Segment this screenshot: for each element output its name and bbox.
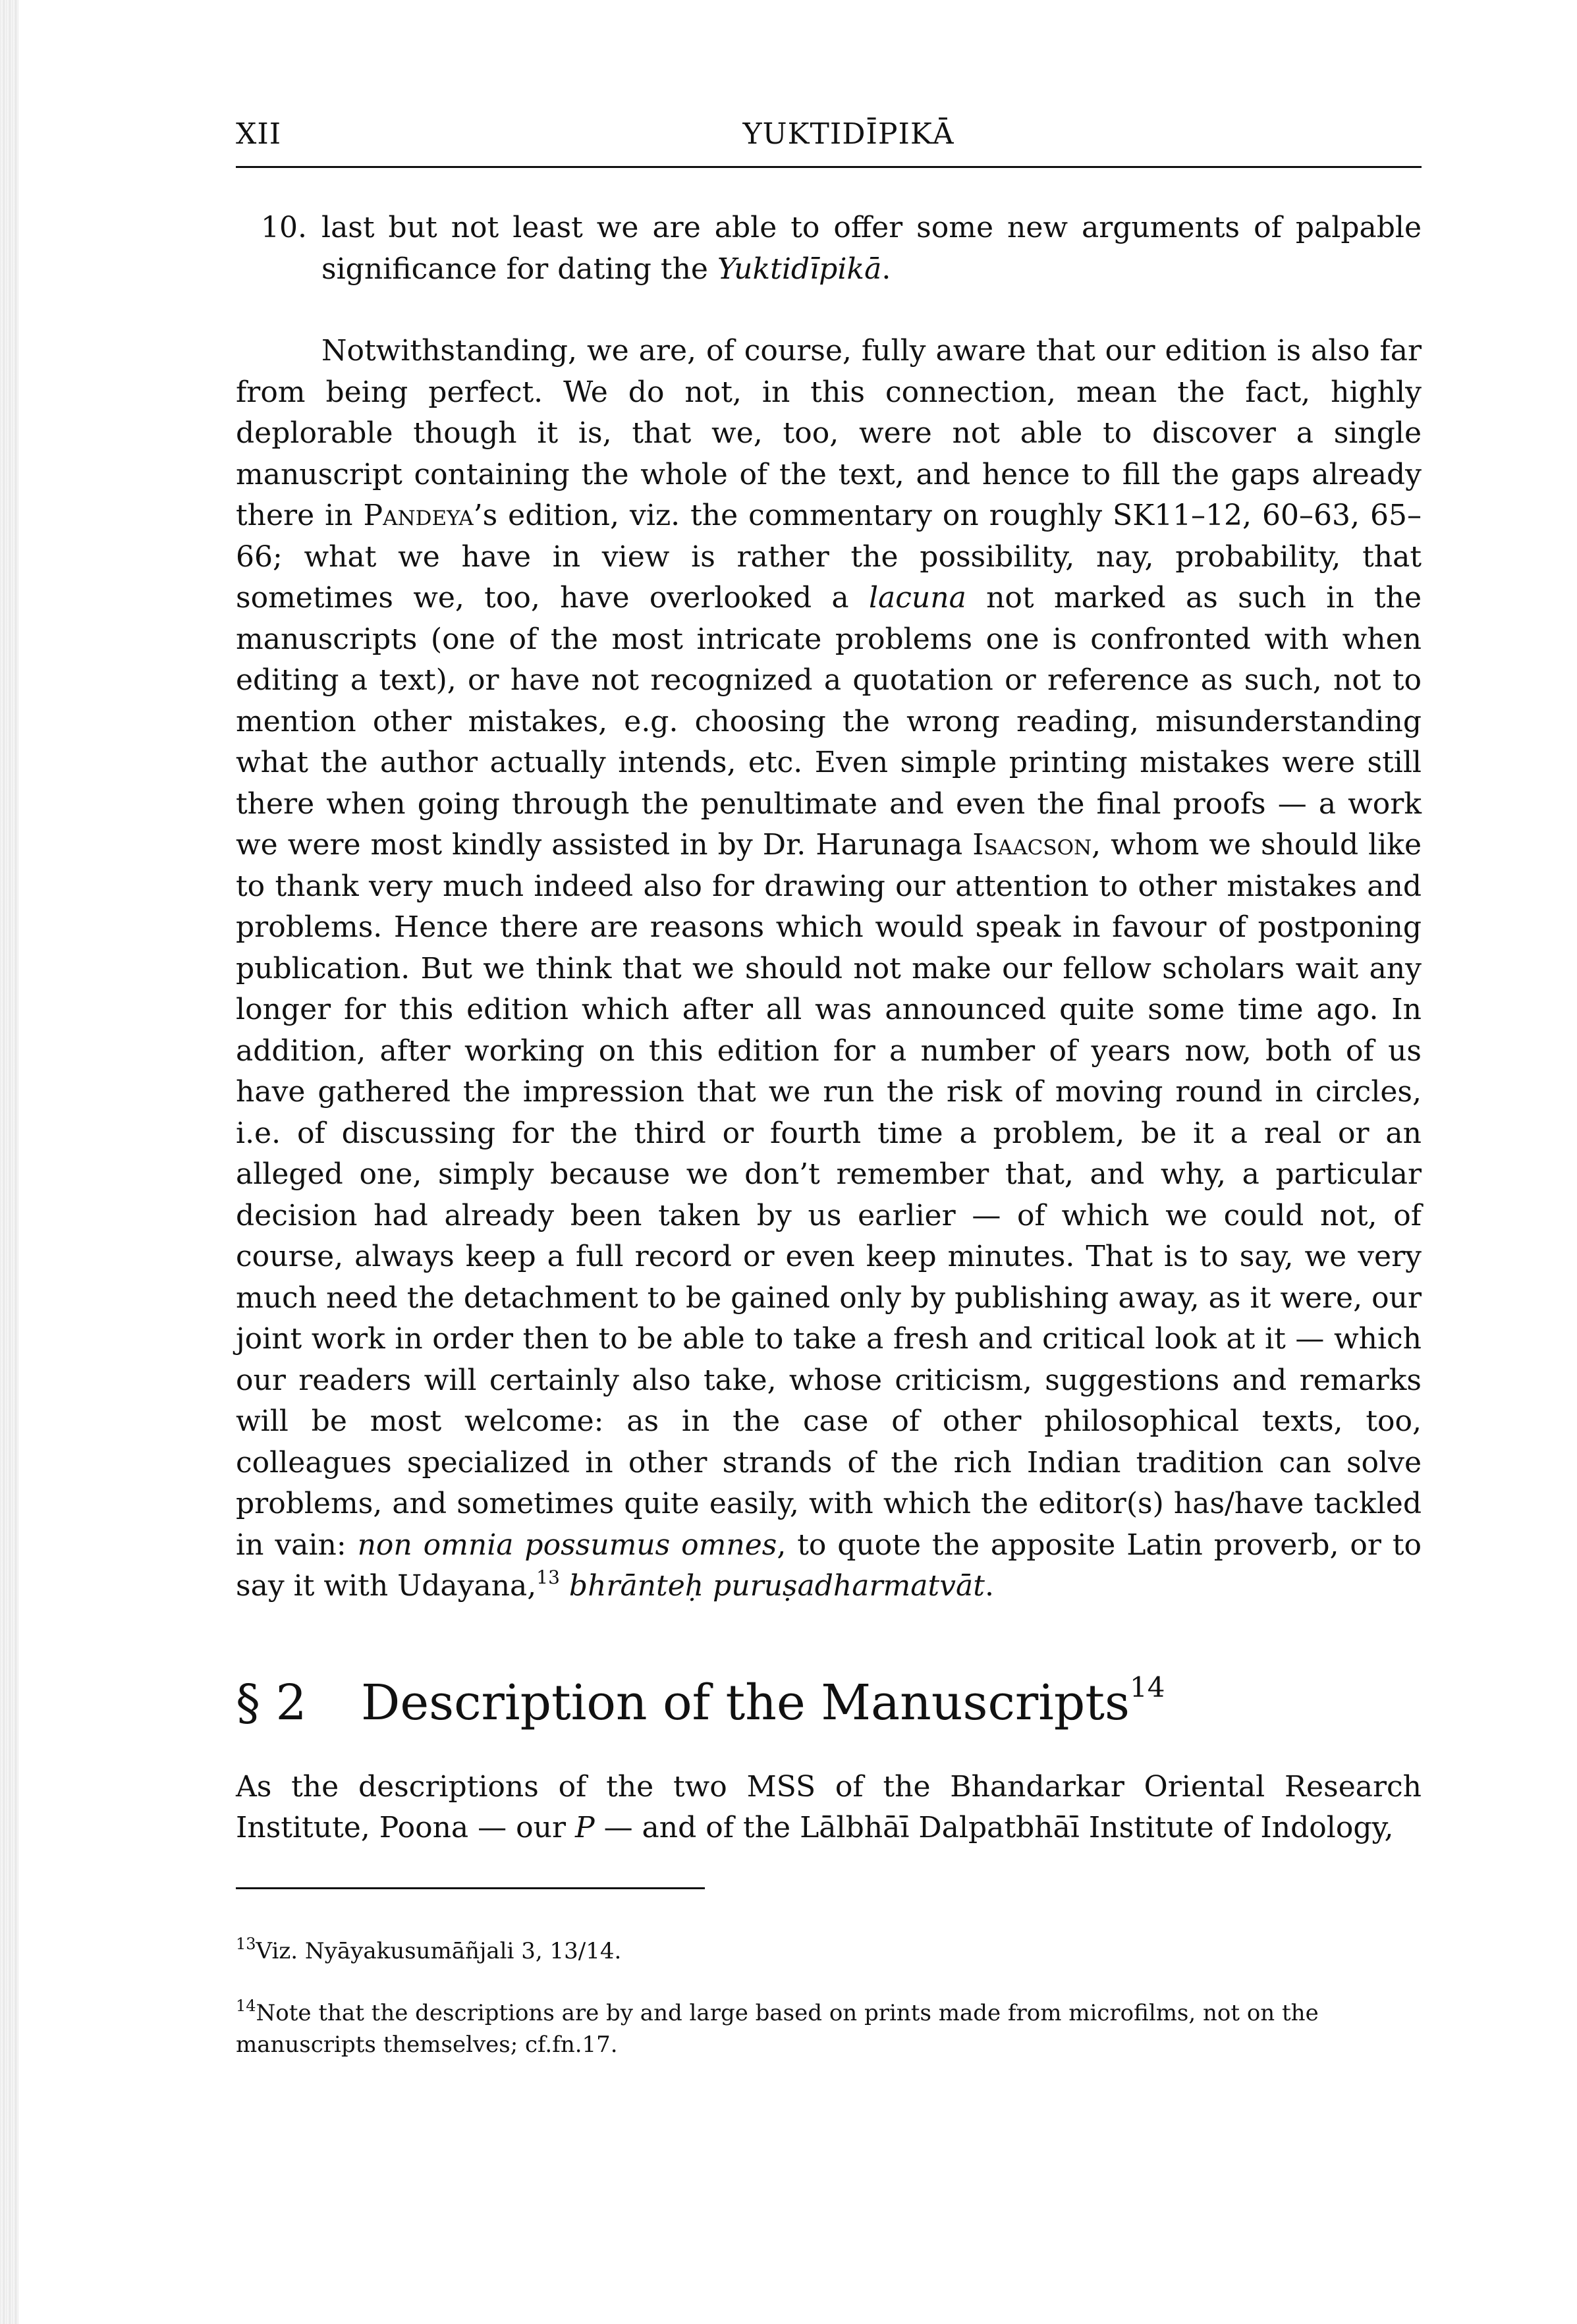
siglum-p: P xyxy=(574,1811,595,1844)
section-title xyxy=(361,1673,1165,1732)
list-item-text xyxy=(321,208,1422,290)
footnote-14 xyxy=(236,1997,1422,2061)
paragraph-descriptions xyxy=(236,1767,1422,1849)
paragraph-text: As the descriptions of the two MSS of the Bhandarkar Oriental Research Institute, Poona — our xyxy=(236,1769,1422,1844)
footnote-text: Viz. Nyāyakusumāñjali 3, 13/14. xyxy=(256,1937,622,1964)
author-name-isaacson: Isaacson xyxy=(972,828,1092,862)
paragraph-text: , whom we should like to thank very much indeed also for drawing our attention to other mistakes and problems. Hence there are reasons which would speak in favour of postponing publication. But we think that we should not make our fellow scholars wait any longer for this edition which after all was announced quite some time ago. In addition, after working on this edition for a number of years now, both of us have gathered the impression that we run the risk of moving round in circles, i.e. of discussing for the third or fourth time a problem, be it a real or an alleged one, simply because we don’t remember that, and why, a particular decision had already been taken by us earlier — of which we could not, of course, always keep a full record or even keep minutes. That is to say, we very much need the detachment to be gained only by publishing away, as it were, our joint work in order then to be able to take a fresh and critical look at it — which our readers will certainly also take, whose criticism, suggestions and remarks will be most welcome: as in the case of other philosophical texts, too, colleagues specialized in other strands of the rich Indian tradition can solve problems, and sometimes quite easily, with which the editor(s) has/have tackled in vain: xyxy=(236,828,1422,1562)
footnote-rule xyxy=(236,1887,705,1889)
paragraph-text: not marked as such in the manuscripts (one of the most intricate problems one is confronted with when editing a text), or have not recognized a quotation or reference as such, not to mention other mistakes, e.g. choosing the wrong reading, misunderstanding what the author actually intends, etc. Even simple printing mistakes were still there when going through the penultimate and even the final proofs — a work we were most kindly assisted in by Dr. Harunaga xyxy=(236,581,1422,862)
section-number: § 2 xyxy=(236,1674,307,1731)
book-title-italic: Yuktidīpikā xyxy=(717,252,882,286)
footnote-mark: 14 xyxy=(236,1996,256,2015)
section-title-text: Description of the Manuscripts xyxy=(361,1674,1130,1731)
list-item-text-part: last but not least we are able to offer some new arguments of palpable significance for dating the xyxy=(321,211,1422,286)
footnote-mark: 13 xyxy=(236,1934,256,1953)
latin-proverb: non omnia possumus omnes xyxy=(357,1528,777,1562)
page-number: XII xyxy=(236,117,282,151)
footnote-ref-13[interactable]: 13 xyxy=(536,1566,560,1588)
paragraph-text: ’s edition, viz. the commentary on roughly SK11–12, 60–63, 65–66; what we have in view is rather the possibility, nay, probability, that sometimes we, too, have overlooked a xyxy=(236,499,1422,615)
paragraph-text: . xyxy=(984,1569,994,1603)
footnotes xyxy=(236,1935,1422,2061)
paragraph-text: Notwithstanding, we are, of course, fully aware that our edition is also far from being perfect. We do not, in this connection, mean the fact, highly deplorable though it is, that we, too, were not able to discover a single manuscript containing the whole of the text, and hence to fill the gaps already there in xyxy=(236,334,1422,532)
paragraph-text: — and of the Lālbhāī Dalpatbhāī Institute of Indology, xyxy=(594,1811,1394,1844)
term-lacuna: lacuna xyxy=(868,581,966,615)
section-heading xyxy=(236,1673,1422,1732)
running-header xyxy=(236,112,1422,168)
page xyxy=(236,112,1422,2061)
footnote-ref-14[interactable]: 14 xyxy=(1130,1671,1165,1703)
paragraph-notwithstanding xyxy=(236,331,1422,1607)
footnote-13 xyxy=(236,1935,1422,1967)
list-item-number: 10. xyxy=(261,211,307,244)
scan-edge-shadow xyxy=(0,0,18,2324)
author-name-pandeya: Pandeya xyxy=(363,499,474,532)
sanskrit-quote: bhrānteḥ puruṣadharmatvāt xyxy=(568,1569,985,1603)
list-item-text-end: . xyxy=(881,252,891,286)
running-title: YUKTIDĪPIKĀ xyxy=(742,117,954,151)
list-item-10 xyxy=(236,208,1422,290)
footnote-text: Note that the descriptions are by and large based on prints made from microfilms, not on the manuscripts themselves; cf.fn.17. xyxy=(236,1999,1319,2058)
paragraph-text: , to quote the apposite Latin proverb, or to say it with Udayana, xyxy=(236,1528,1422,1603)
